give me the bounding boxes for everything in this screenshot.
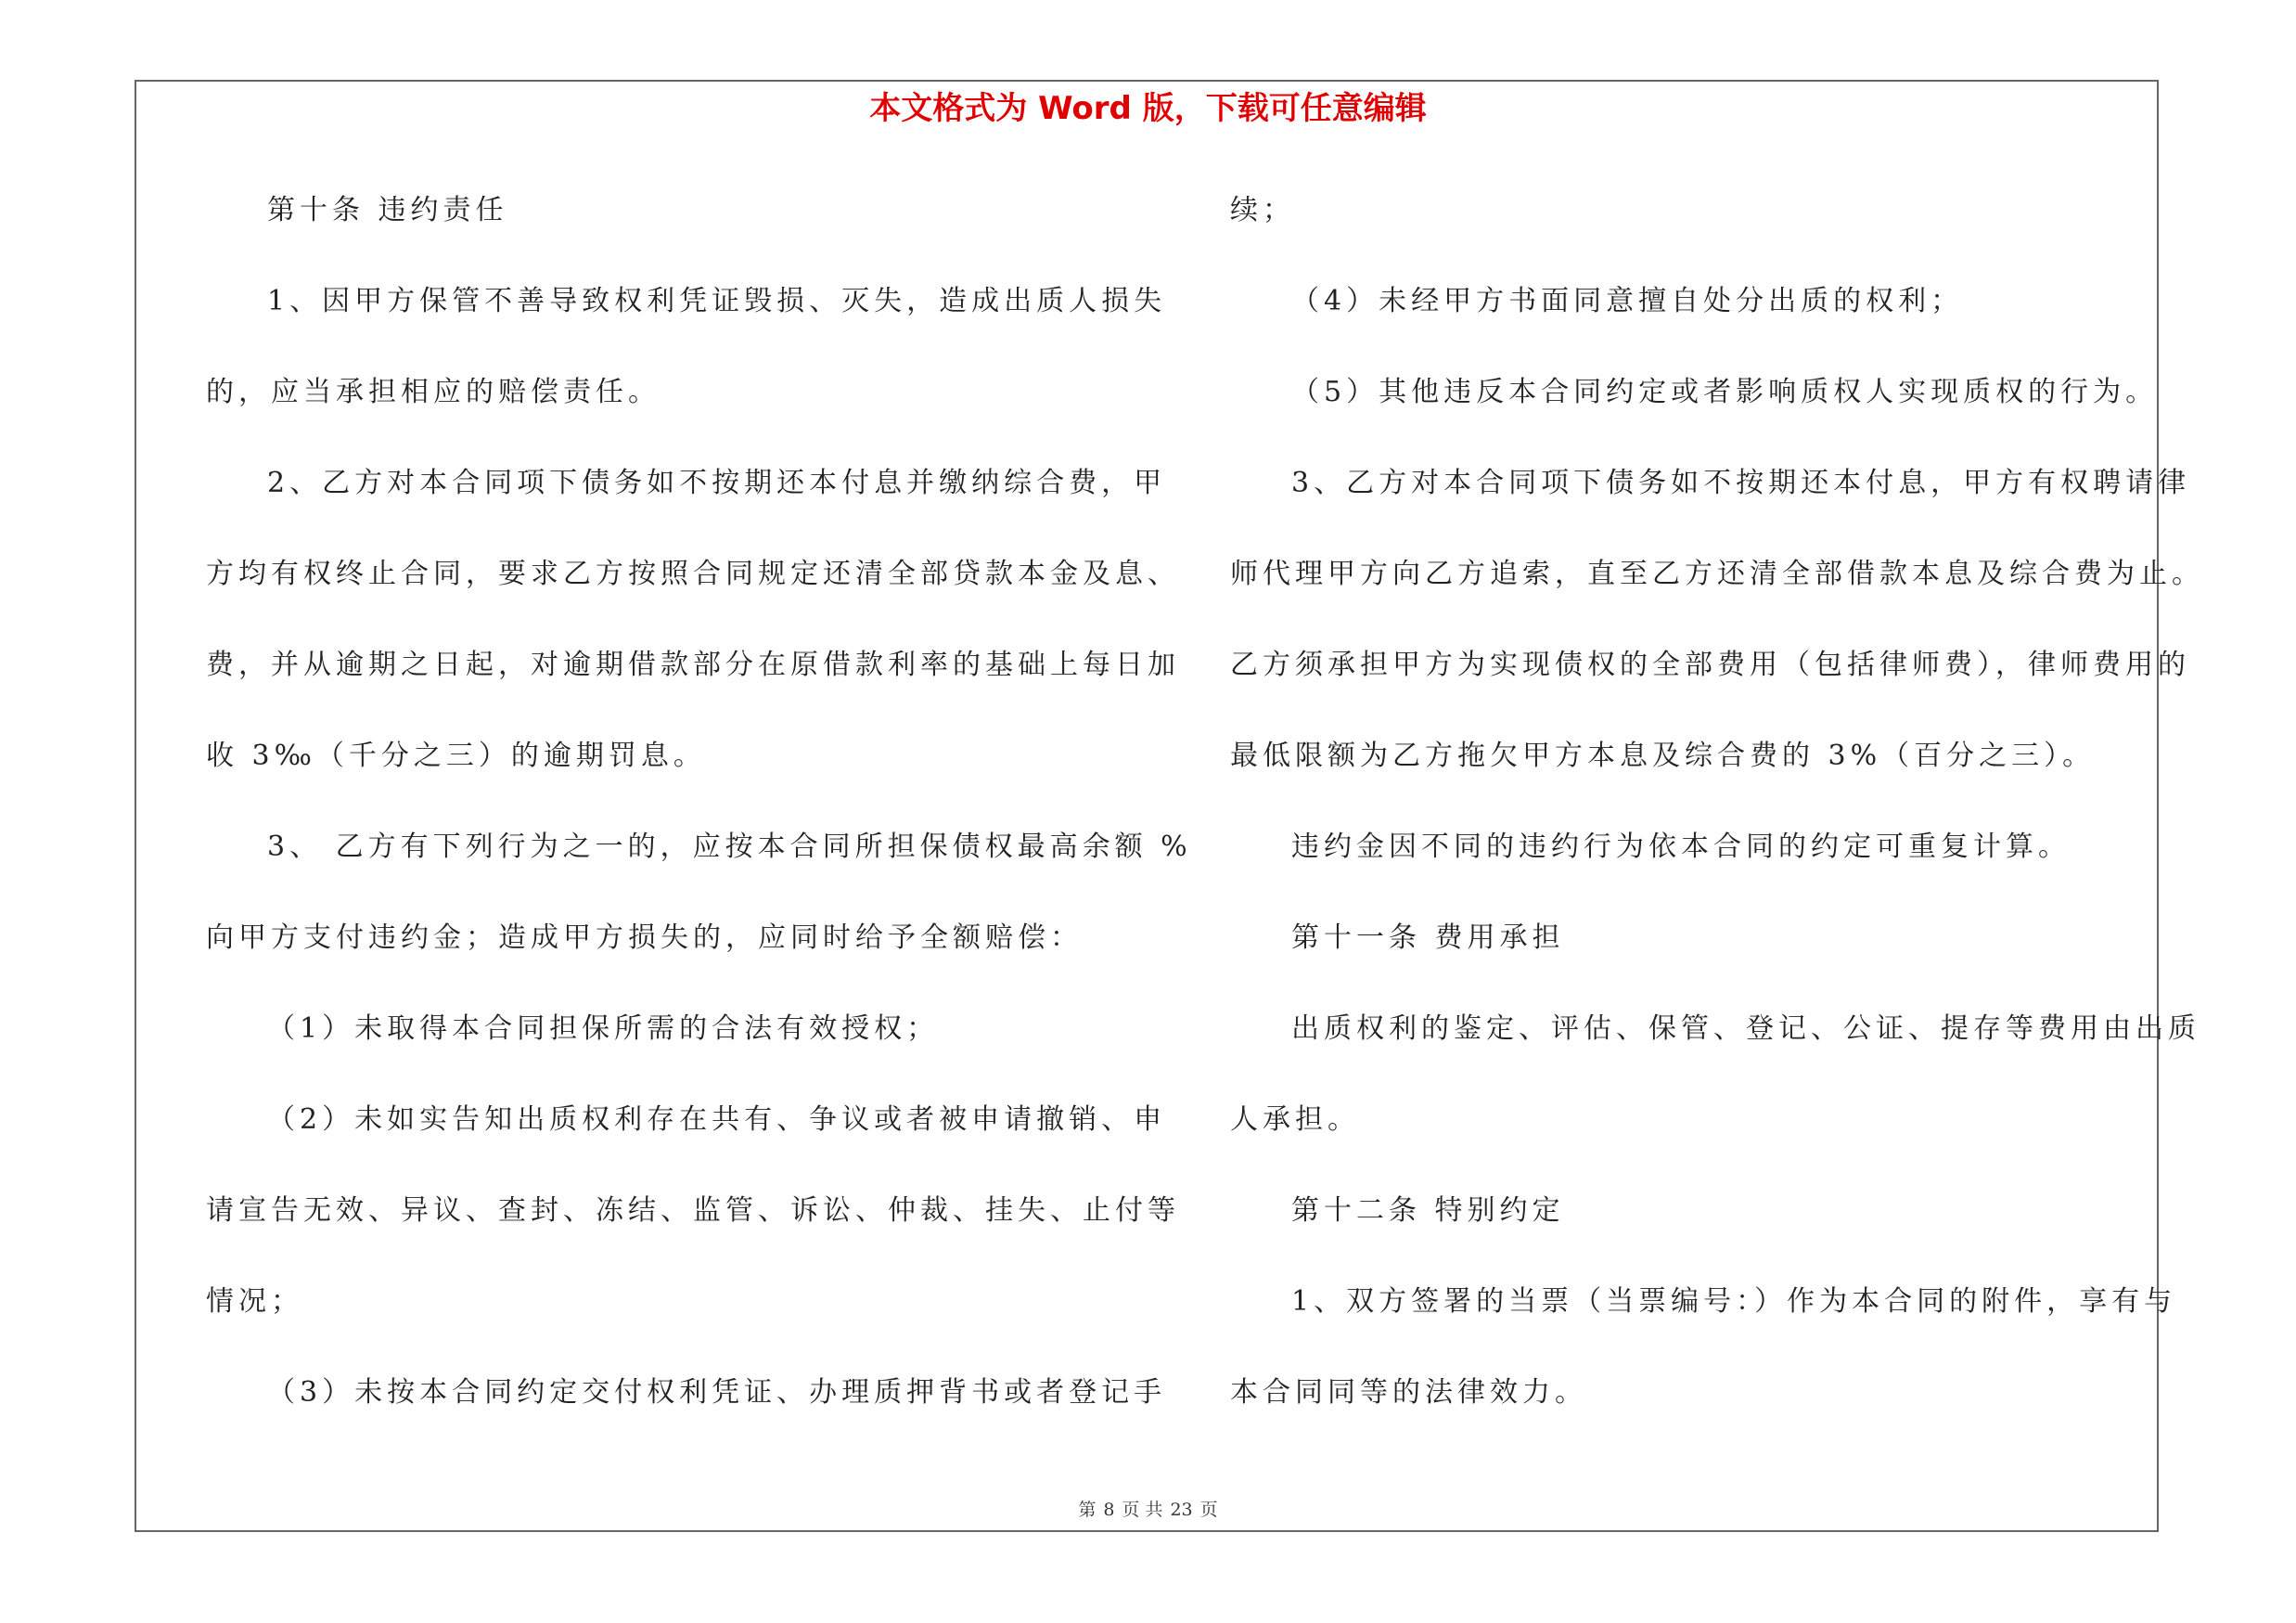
text-line: （3）未按本合同约定交付权利凭证、办理质押背书或者登记手 <box>267 1376 1167 1409</box>
text-line: 乙方须承担甲方为实现债权的全部费用（包括律师费），律师费用的 <box>1230 649 2190 681</box>
text-line: 师代理甲方向乙方追索，直至乙方还清全部借款本息及综合费为止。 <box>1230 558 2204 590</box>
footer-total-pages: 23 <box>1170 1500 1193 1520</box>
text-line: 人承担。 <box>1230 1103 1360 1136</box>
text-line: （1）未取得本合同担保所需的合法有效授权； <box>267 1012 940 1045</box>
format-banner: 本文格式为 Word 版，下载可任意编辑 <box>869 90 1427 127</box>
right-column <box>1230 182 2204 1455</box>
text-line: 费，并从逾期之日起，对逾期借款部分在原借款利率的基础上每日加 <box>206 649 1180 681</box>
text-line: 1、双方签署的当票（当票编号：）作为本合同的附件，享有与 <box>1291 1285 2177 1318</box>
text-line: 3、乙方对本合同项下债务如不按期还本付息，甲方有权聘请律 <box>1291 467 2191 499</box>
text-line: 第十二条 特别约定 <box>1291 1194 1565 1227</box>
left-column <box>206 182 1192 1455</box>
text-line: （2）未如实告知出质权利存在共有、争议或者被申请撤销、申 <box>267 1103 1167 1136</box>
footer-mid: 页 共 <box>1122 1500 1163 1520</box>
text-line: 向甲方支付违约金；造成甲方损失的，应同时给予全额赔偿： <box>206 921 1083 954</box>
footer-page-number: 8 <box>1103 1500 1115 1520</box>
text-line: 1、因甲方保管不善导致权利凭证毁损、灭失，造成出质人损失 <box>267 285 1167 317</box>
text-line: 最低限额为乙方拖欠甲方本息及综合费的 3%（百分之三）。 <box>1230 740 2096 772</box>
text-line: 请宣告无效、异议、查封、冻结、监管、诉讼、仲裁、挂失、止付等 <box>206 1194 1180 1227</box>
text-line: 2、乙方对本合同项下债务如不按期还本付息并缴纳综合费，甲 <box>267 467 1167 499</box>
text-line: 收 3‰（千分之三）的逾期罚息。 <box>206 740 706 772</box>
text-line: （4）未经甲方书面同意擅自处分出质的权利； <box>1291 285 1964 317</box>
footer-prefix: 第 <box>1078 1500 1097 1520</box>
text-line: 3、 乙方有下列行为之一的，应按本合同所担保债权最高余额 % <box>267 831 1192 863</box>
text-line: 本合同同等的法律效力。 <box>1230 1376 1587 1409</box>
text-line: 出质权利的鉴定、评估、保管、登记、公证、提存等费用由出质 <box>1291 1012 2200 1045</box>
text-line: （5）其他违反本合同约定或者影响质权人实现质权的行为。 <box>1291 376 2159 408</box>
text-line: 情况； <box>206 1285 303 1318</box>
text-line: 续； <box>1230 194 1295 226</box>
text-line: 违约金因不同的违约行为依本合同的约定可重复计算。 <box>1291 831 2071 863</box>
text-line: 方均有权终止合同，要求乙方按照合同规定还清全部贷款本金及息、 <box>206 558 1180 590</box>
text-line: 第十一条 费用承担 <box>1291 921 1565 954</box>
text-line: 第十条 违约责任 <box>267 194 508 226</box>
text-line: 的，应当承担相应的赔偿责任。 <box>206 376 661 408</box>
footer-suffix: 页 <box>1199 1500 1218 1520</box>
page-footer <box>0 1496 2296 1521</box>
